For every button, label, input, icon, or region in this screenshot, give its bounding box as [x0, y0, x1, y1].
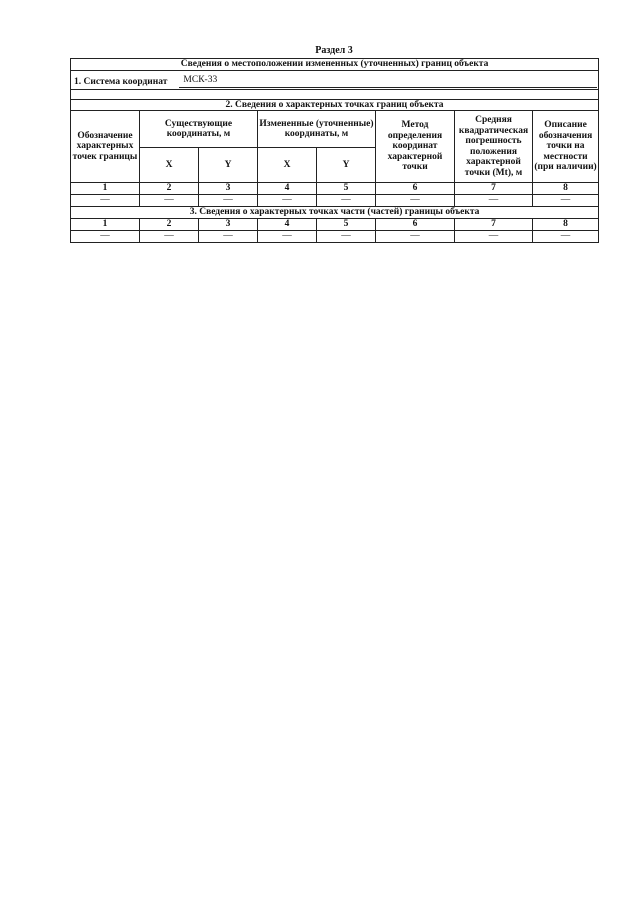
table-cell: —: [455, 195, 533, 207]
boundary-form-table: [70, 58, 599, 243]
section-heading: Сведения о местоположении измененных (уточненных) границ объекта: [71, 59, 599, 71]
column-number: 4: [258, 218, 317, 230]
table-cell: —: [455, 230, 533, 242]
section-title: Раздел 3: [315, 45, 353, 56]
table-cell: —: [533, 195, 599, 207]
table-row: [71, 195, 599, 207]
header-description: Описание обозначения точки на местности (при наличии): [533, 111, 599, 183]
table-cell: —: [199, 230, 258, 242]
column-number: 6: [376, 183, 455, 195]
column-number: 4: [258, 183, 317, 195]
part-points-table-title: 3. Сведения о характерных точках части (частей) границы объекта: [71, 207, 599, 219]
points-table-title-row: [71, 99, 599, 111]
table-cell: —: [258, 230, 317, 242]
header-changed-coords: Измененные (уточненные) координаты, м: [258, 111, 376, 148]
table-cell: —: [140, 195, 199, 207]
table-cell: —: [258, 195, 317, 207]
header-changed-x: X: [258, 148, 317, 183]
coordinate-system-label: 1. Система координат: [74, 77, 168, 87]
table-cell: —: [71, 195, 140, 207]
column-number: 5: [317, 183, 376, 195]
column-number: 3: [199, 183, 258, 195]
column-number: 2: [140, 183, 199, 195]
header-designation: Обозначение характерных точек границы: [71, 111, 140, 183]
header-changed-y: Y: [317, 148, 376, 183]
points-table-title: 2. Сведения о характерных точках границ объекта: [71, 99, 599, 111]
table-cell: —: [199, 195, 258, 207]
table-cell: —: [71, 230, 140, 242]
column-number: 1: [71, 218, 140, 230]
column-number: 6: [376, 218, 455, 230]
column-number: 2: [140, 218, 199, 230]
spacer-row: [71, 89, 599, 99]
points-header-row: [71, 111, 599, 148]
coordinate-system-row: [71, 70, 599, 89]
table-cell: —: [376, 230, 455, 242]
coordinate-system-value: МСК-33: [179, 75, 597, 88]
header-existing-x: X: [140, 148, 199, 183]
header-error: Средняя квадратическая погрешность положения характерной точки (Мt), м: [455, 111, 533, 183]
table-row: [71, 230, 599, 242]
part-points-title-row: [71, 207, 599, 219]
part-points-column-numbers-row: [71, 218, 599, 230]
column-number: 8: [533, 183, 599, 195]
column-number: 1: [71, 183, 140, 195]
column-number: 5: [317, 218, 376, 230]
section-heading-row: [71, 59, 599, 71]
table-cell: —: [317, 195, 376, 207]
points-column-numbers-row: [71, 183, 599, 195]
column-number: 7: [455, 218, 533, 230]
header-method: Метод определения координат характерной точки: [376, 111, 455, 183]
header-existing-y: Y: [199, 148, 258, 183]
coordinate-system-field: [74, 72, 597, 88]
table-cell: —: [140, 230, 199, 242]
column-number: 8: [533, 218, 599, 230]
header-existing-coords: Существующие координаты, м: [140, 111, 258, 148]
table-cell: —: [317, 230, 376, 242]
table-cell: —: [376, 195, 455, 207]
column-number: 3: [199, 218, 258, 230]
column-number: 7: [455, 183, 533, 195]
table-cell: —: [533, 230, 599, 242]
